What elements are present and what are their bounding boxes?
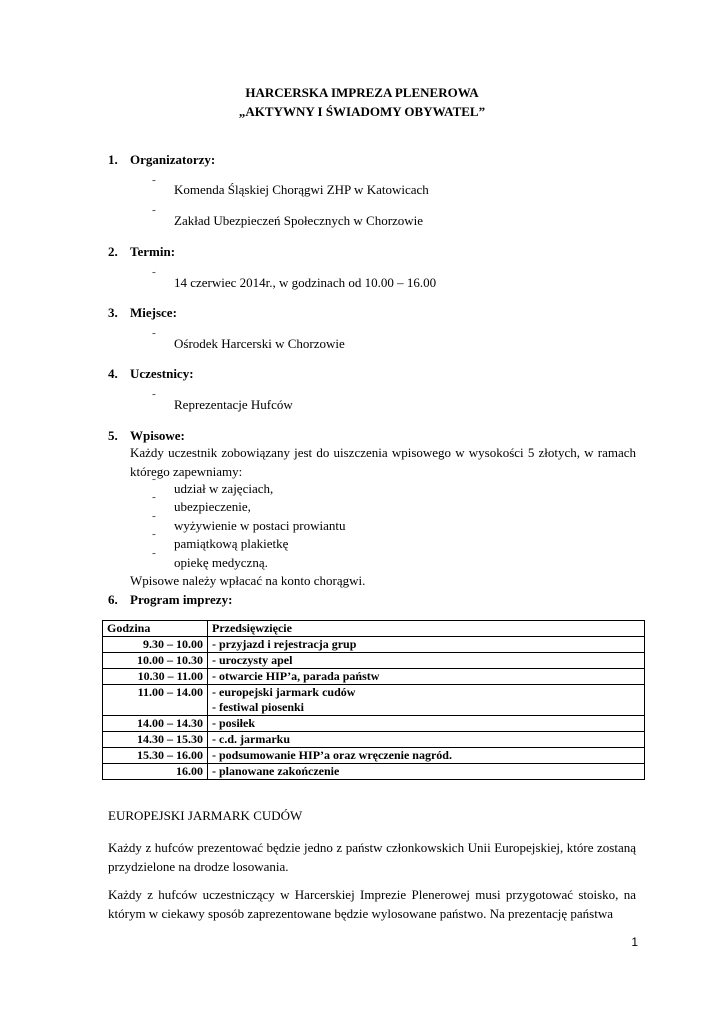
table-header-row (103, 621, 645, 637)
bullet-icon: ˜ (152, 477, 156, 489)
jarmark-paragraph-2: Każdy z hufców uczestniczący w Harcerskiej Imprezie Plenerowej musi przygotować stoisko, na którym w ciekawy sposób zaprezentowane będzie wylosowane państwo. Na prezentację państwa (108, 887, 636, 921)
section-1-number: 1. (108, 152, 118, 167)
table-cell-event: - posiłek (208, 716, 645, 732)
section-5-intro: Każdy uczestnik zobowiązany jest do uiszczenia wpisowego w wysokości 5 złotych, w ramach którego zapewniamy: (130, 445, 636, 479)
section-1-item-2: Zakład Ubezpieczeń Społecznych w Chorzowie (174, 213, 424, 228)
section-5-item-4: pamiątkową plakietkę (174, 536, 289, 551)
section-2-item-1: 14 czerwiec 2014r., w godzinach od 10.00 – 16.00 (174, 275, 437, 290)
table-cell-event (208, 685, 645, 716)
table-cell-event-line-1: - europejski jarmark cudów (212, 685, 356, 699)
jarmark-heading: EUROPEJSKI JARMARK CUDÓW (108, 808, 303, 823)
section-4-item-1: Reprezentacje Hufców (174, 397, 293, 412)
section-2-heading: Termin: (130, 244, 176, 259)
table-row (103, 732, 645, 748)
bullet-icon: ˜ (152, 392, 156, 404)
table-row (103, 637, 645, 653)
table-cell-time: 11.00 – 14.00 (103, 685, 208, 716)
bullet-icon: ˜ (152, 208, 156, 220)
section-6-heading: Program imprezy: (130, 592, 233, 607)
section-3-heading: Miejsce: (130, 305, 177, 320)
section-2-number: 2. (108, 244, 118, 259)
table-cell-time: 10.00 – 10.30 (103, 653, 208, 669)
table-cell-time: 14.30 – 15.30 (103, 732, 208, 748)
table-row (103, 764, 645, 780)
bullet-icon: ˜ (152, 495, 156, 507)
bullet-icon: ˜ (152, 331, 156, 343)
table-cell-time: 14.00 – 14.30 (103, 716, 208, 732)
section-3-number: 3. (108, 305, 118, 320)
section-5-item-5: opiekę medyczną. (174, 555, 268, 570)
table-cell-event: - planowane zakończenie (208, 764, 645, 780)
table-row (103, 716, 645, 732)
page-number: 1 (631, 935, 638, 949)
table-row (103, 669, 645, 685)
section-5-number: 5. (108, 428, 118, 443)
bullet-icon: ˜ (152, 270, 156, 282)
table-header-time: Godzina (103, 621, 208, 637)
table-cell-time: 16.00 (103, 764, 208, 780)
section-4-number: 4. (108, 366, 118, 381)
table-cell-event: - uroczysty apel (208, 653, 645, 669)
table-row (103, 748, 645, 764)
section-5-outro: Wpisowe należy wpłacać na konto chorągwi. (130, 573, 366, 588)
title-line-1: HARCERSKA IMPREZA PLENEROWA (245, 85, 479, 100)
section-5-item-1: udział w zajęciach, (174, 481, 274, 496)
section-4-heading: Uczestnicy: (130, 366, 194, 381)
bullet-icon: ˜ (152, 551, 156, 563)
table-cell-event: - podsumowanie HIP’a oraz wręczenie nagród. (208, 748, 645, 764)
table-row (103, 685, 645, 716)
table-cell-time: 9.30 – 10.00 (103, 637, 208, 653)
table-header-event: Przedsięwzięcie (208, 621, 645, 637)
section-1-item-1: Komenda Śląskiej Chorągwi ZHP w Katowicach (174, 182, 429, 197)
table-cell-event: - c.d. jarmarku (208, 732, 645, 748)
table-cell-time: 15.30 – 16.00 (103, 748, 208, 764)
table-row (103, 653, 645, 669)
section-3-item-1: Ośrodek Harcerski w Chorzowie (174, 336, 345, 351)
section-5-heading: Wpisowe: (130, 428, 185, 443)
jarmark-paragraph-1: Każdy z hufców prezentować będzie jedno z państw członkowskich Unii Europejskiej, które zostaną przydzielone na drodze losowania. (108, 840, 636, 874)
table-cell-event: - otwarcie HIP’a, parada państw (208, 669, 645, 685)
table-cell-time: 10.30 – 11.00 (103, 669, 208, 685)
section-1-heading: Organizatorzy: (130, 152, 216, 167)
section-5-item-2: ubezpieczenie, (174, 499, 251, 514)
bullet-icon: ˜ (152, 532, 156, 544)
table-cell-event-line-2: - festiwal piosenki (212, 700, 305, 714)
bullet-icon: ˜ (152, 514, 156, 526)
section-5-item-3: wyżywienie w postaci prowiantu (174, 518, 346, 533)
program-table (102, 620, 645, 780)
section-6-number: 6. (108, 592, 118, 607)
table-cell-event: - przyjazd i rejestracja grup (208, 637, 645, 653)
bullet-icon: ˜ (152, 178, 156, 190)
title-line-2: „AKTYWNY I ŚWIADOMY OBYWATEL” (238, 104, 486, 119)
